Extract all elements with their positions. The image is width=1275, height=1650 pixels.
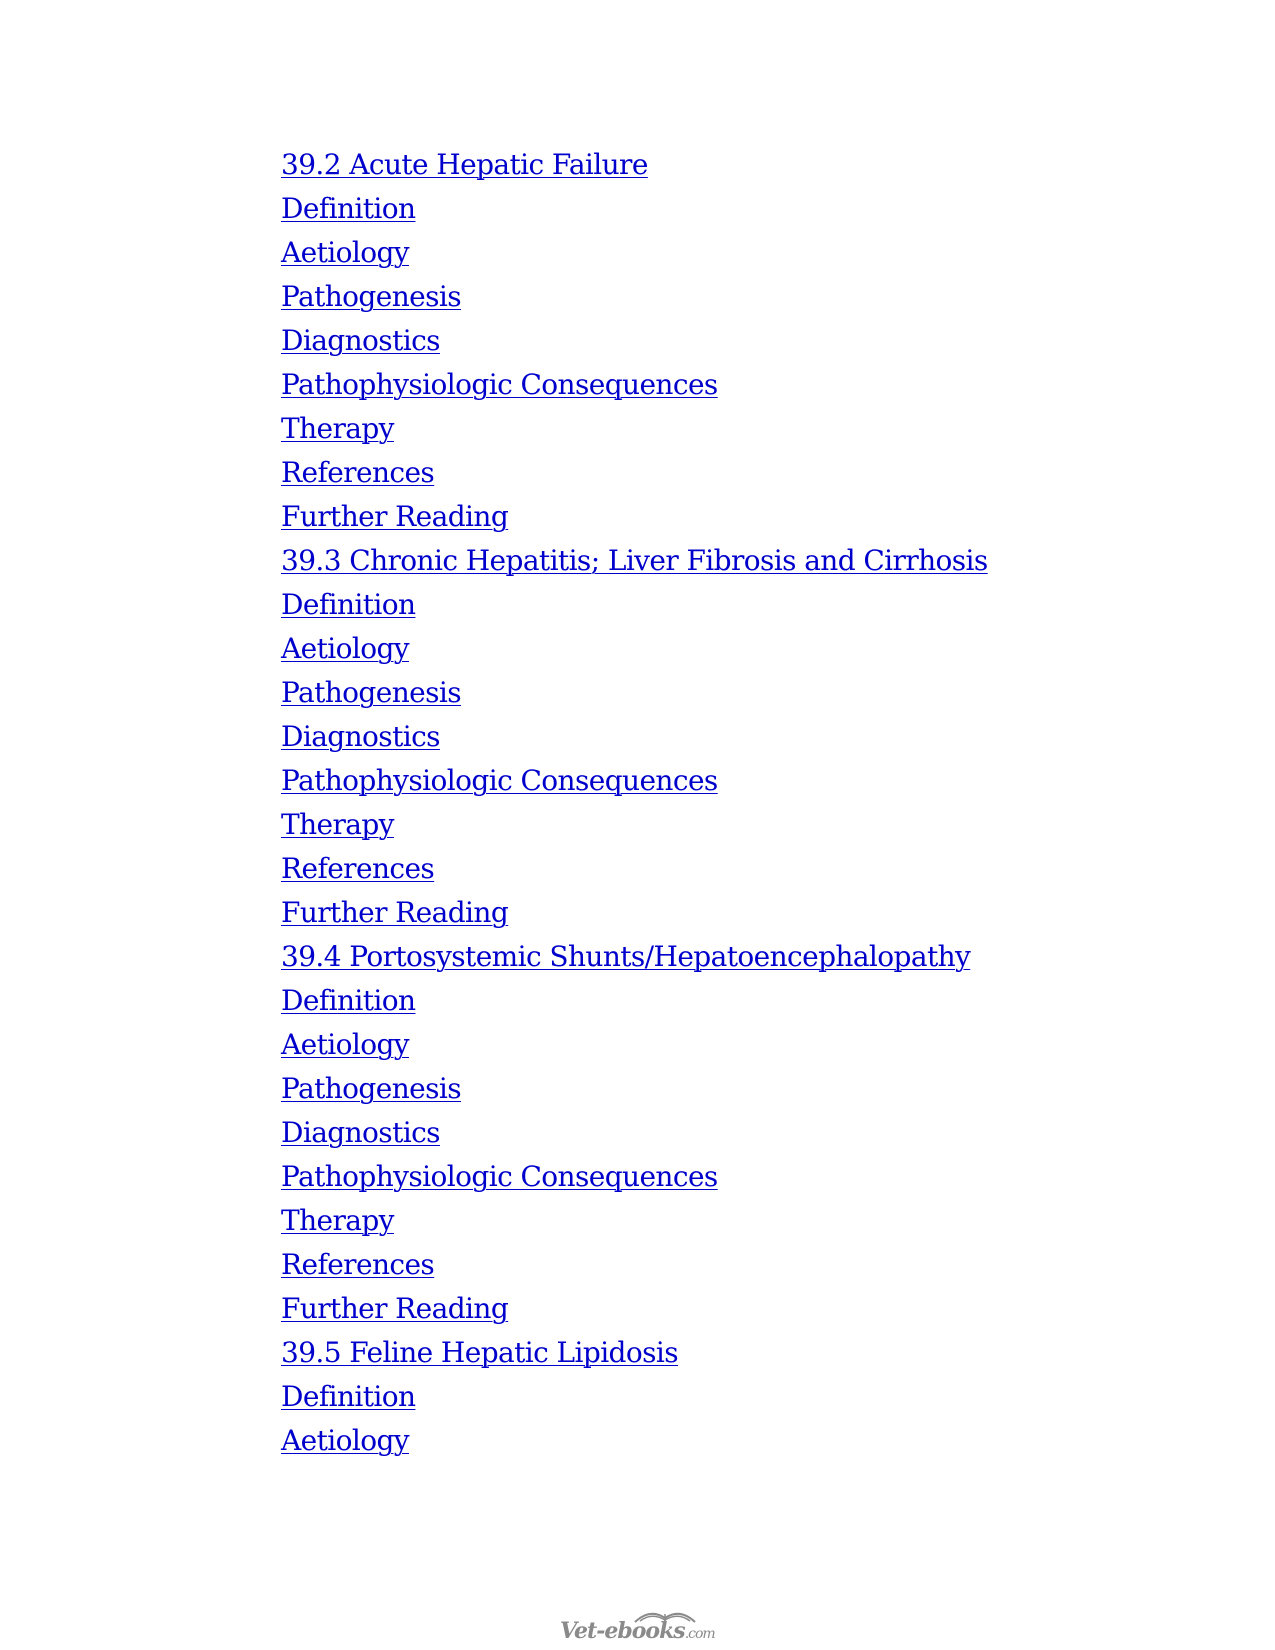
toc-link-diagnostics[interactable]: Diagnostics [281,1116,440,1149]
toc-link-diagnostics[interactable]: Diagnostics [281,324,440,357]
toc-link-pathophysiologic-consequences[interactable]: Pathophysiologic Consequences [281,764,718,797]
toc-link-therapy[interactable]: Therapy [281,412,394,445]
logo-suffix-text: .com [684,1626,715,1642]
toc-link-39-5[interactable]: 39.5 Feline Hepatic Lipidosis [281,1336,679,1369]
toc-link-references[interactable]: References [281,852,435,885]
toc-link-aetiology[interactable]: Aetiology [281,236,410,269]
toc-link-39-3[interactable]: 39.3 Chronic Hepatitis; Liver Fibrosis and Cirrhosis [281,544,988,577]
toc-link-pathophysiologic-consequences[interactable]: Pathophysiologic Consequences [281,368,718,401]
logo-text [560,1618,715,1644]
toc-link-pathophysiologic-consequences[interactable]: Pathophysiologic Consequences [281,1160,718,1193]
toc-link-39-4[interactable]: 39.4 Portosystemic Shunts/Hepatoencephalopathy [281,940,971,973]
toc-link-aetiology[interactable]: Aetiology [281,1028,410,1061]
toc-link-diagnostics[interactable]: Diagnostics [281,720,440,753]
toc-link-therapy[interactable]: Therapy [281,1204,394,1237]
toc-link-definition[interactable]: Definition [281,192,416,225]
toc-link-definition[interactable]: Definition [281,1380,416,1413]
vet-ebooks-logo [560,1604,720,1644]
logo-main-text: Vet-ebooks [560,1618,685,1644]
toc-link-definition[interactable]: Definition [281,984,416,1017]
toc-link-pathogenesis[interactable]: Pathogenesis [281,676,462,709]
toc-link-further-reading[interactable]: Further Reading [281,1292,509,1325]
toc-link-aetiology[interactable]: Aetiology [281,1424,410,1457]
toc-link-39-2[interactable]: 39.2 Acute Hepatic Failure [281,148,648,181]
toc-link-further-reading[interactable]: Further Reading [281,896,509,929]
toc-link-therapy[interactable]: Therapy [281,808,394,841]
toc-link-pathogenesis[interactable]: Pathogenesis [281,280,462,313]
toc-link-further-reading[interactable]: Further Reading [281,500,509,533]
toc-link-definition[interactable]: Definition [281,588,416,621]
toc-link-references[interactable]: References [281,456,435,489]
toc-link-aetiology[interactable]: Aetiology [281,632,410,665]
toc-link-references[interactable]: References [281,1248,435,1281]
toc-link-pathogenesis[interactable]: Pathogenesis [281,1072,462,1105]
table-of-contents [281,143,1181,1463]
